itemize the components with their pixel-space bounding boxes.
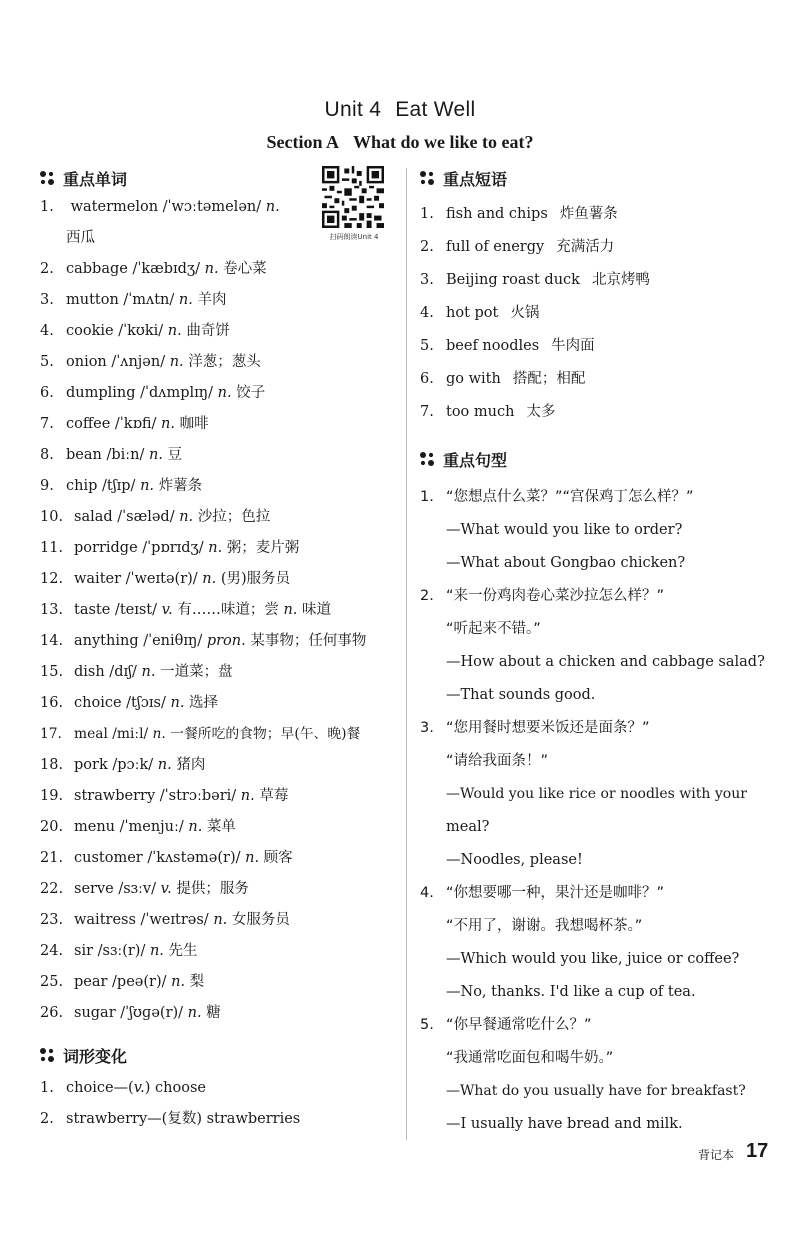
vocab-heading: 重点单词 <box>40 164 400 192</box>
sentence-group: 2. “来一份鸡肉卷心菜沙拉怎么样？” “听起来不错。” —How about a chicken and cabbage salad? —That sounds good. <box>420 588 765 703</box>
phrases-heading: 重点短语 <box>420 164 780 192</box>
qr-code-icon[interactable] <box>322 166 384 228</box>
phrases-list <box>420 198 780 429</box>
sentences-heading: 重点句型 <box>420 445 780 473</box>
list-item: 20. menu /ˈmenjuː/ n. 菜单 <box>40 819 236 835</box>
list-item: 10. salad /ˈsæləd/ n. 沙拉；色拉 <box>40 509 271 525</box>
list-item: 25. pear /peə(r)/ n. 梨 <box>40 974 205 990</box>
list-item: 21. customer /ˈkʌstəmə(r)/ n. 顾客 <box>40 850 293 866</box>
list-item: 22. serve /sɜːv/ v. 提供；服务 <box>40 881 249 897</box>
section-bullet-icon <box>420 171 434 185</box>
list-item: 14. anything /ˈeniθɪŋ/ pron. 某事物；任何事物 <box>40 633 367 649</box>
sentence-group: 5. “你早餐通常吃什么？” “我通常吃面包和喝牛奶。” —What do you usually have for breakfast? —I usually have bread and milk. <box>420 1017 746 1132</box>
list-item: 2. full of energy 充满活力 <box>420 239 615 255</box>
sentence-group: 4. “你想要哪一种，果汁还是咖啡？” “不用了，谢谢。我想喝杯茶。” —Which would you like, juice or coffee? —No, thanks. I'd like a cup of tea. <box>420 885 740 1000</box>
list-item: 16. choice /tʃɔɪs/ n. 选择 <box>40 695 219 711</box>
left-column <box>40 164 400 1135</box>
section-title <box>0 132 800 153</box>
list-item: 11. porridge /ˈpɒrɪdʒ/ n. 粥；麦片粥 <box>40 540 300 556</box>
list-item: 1. watermelon /ˈwɔːtəmelən/ n. <box>40 199 280 215</box>
list-item: 7. coffee /ˈkɒfi/ n. 咖啡 <box>40 416 209 432</box>
section-label: Section A <box>266 132 340 152</box>
list-item: 24. sir /sɜː(r)/ n. 先生 <box>40 943 198 959</box>
list-item: 5. beef noodles 牛肉面 <box>420 338 595 354</box>
list-item: 9. chip /tʃɪp/ n. 炸薯条 <box>40 478 203 494</box>
section-bullet-icon <box>40 1048 54 1062</box>
list-item: 18. pork /pɔːk/ n. 猪肉 <box>40 757 206 773</box>
sentences-list <box>420 481 780 1141</box>
sentence-group: 3. “您用餐时想要米饭还是面条？” “请给我面条！” —Would you like rice or noodles with your meal? —Noodles, please! <box>420 720 747 868</box>
list-item: 17. meal /miːl/ n. 一餐所吃的食物；早(午、晚)餐 <box>40 726 361 742</box>
list-item: 8. bean /biːn/ n. 豆 <box>40 447 183 463</box>
unit-title <box>0 98 800 122</box>
list-item: 1. choice—(v.) choose <box>40 1080 206 1096</box>
unit-name: Eat Well <box>395 98 476 121</box>
list-item: 5. onion /ˈʌnjən/ n. 洋葱；葱头 <box>40 354 261 370</box>
list-item: 2. strawberry—(复数) strawberries <box>40 1111 301 1127</box>
list-item: 7. too much 太多 <box>420 404 556 420</box>
qr-caption: 扫码朗读Unit 4 <box>329 233 379 241</box>
list-item: 15. dish /dɪʃ/ n. 一道菜；盘 <box>40 664 233 680</box>
right-column <box>420 164 780 1141</box>
list-item: 2. cabbage /ˈkæbɪdʒ/ n. 卷心菜 <box>40 261 267 277</box>
section-bullet-icon <box>40 171 54 185</box>
sentence-group: 1. “您想点什么菜？”“宫保鸡丁怎么样？” —What would you like to order? —What about Gongbao chicken? <box>420 489 694 571</box>
list-item: 4. hot pot 火锅 <box>420 305 540 321</box>
list-item: 12. waiter /ˈweɪtə(r)/ n. (男)服务员 <box>40 571 291 587</box>
unit-number: Unit 4 <box>324 98 382 121</box>
list-item: 4. cookie /ˈkʊki/ n. 曲奇饼 <box>40 323 230 339</box>
footer-label: 背记本 <box>698 1148 735 1162</box>
section-bullet-icon <box>420 452 434 466</box>
list-item: 3. Beijing roast duck 北京烤鸭 <box>420 272 650 288</box>
list-item: 3. mutton /ˈmʌtn/ n. 羊肉 <box>40 292 227 308</box>
word-forms-list <box>40 1073 400 1135</box>
list-item: 6. go with 搭配；相配 <box>420 371 586 387</box>
list-item: 13. taste /teɪst/ v. 有……味道；尝 n. 味道 <box>40 602 331 618</box>
list-item-continuation: 西瓜 <box>66 230 95 246</box>
word-forms-heading: 词形变化 <box>40 1041 400 1069</box>
section-question: What do we like to eat? <box>353 132 534 152</box>
list-item: 19. strawberry /ˈstrɔːbəri/ n. 草莓 <box>40 788 289 804</box>
page-number: 17 <box>746 1140 769 1162</box>
list-item: 6. dumpling /ˈdʌmplɪŋ/ n. 饺子 <box>40 385 266 401</box>
vocab-list <box>40 192 400 1029</box>
list-item: 26. sugar /ˈʃʊɡə(r)/ n. 糖 <box>40 1005 221 1021</box>
list-item: 1. fish and chips 炸鱼薯条 <box>420 206 618 222</box>
column-divider <box>406 168 407 1140</box>
list-item: 23. waitress /ˈweɪtrəs/ n. 女服务员 <box>40 912 290 928</box>
